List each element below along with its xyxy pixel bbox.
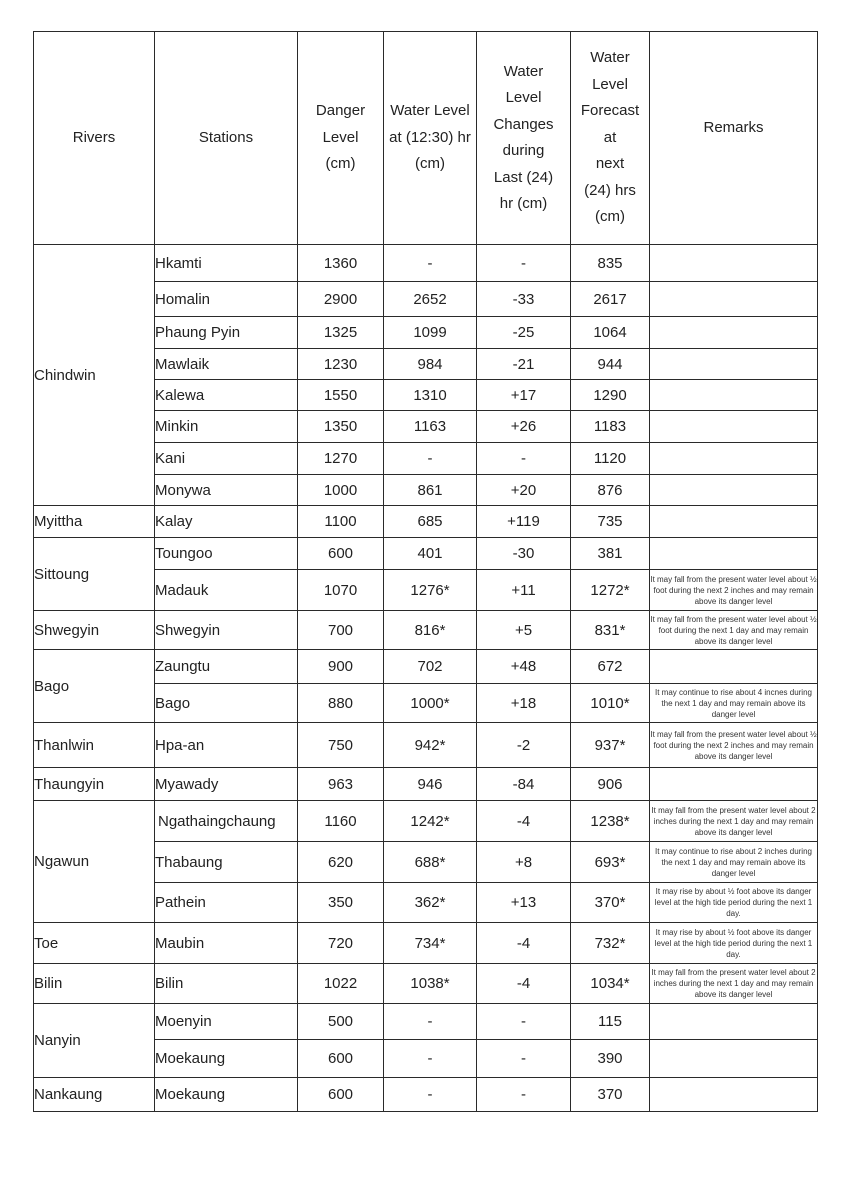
forecast-level: 944 [571, 349, 650, 380]
table-row [34, 768, 818, 801]
station-name: Ngathaingchaung [155, 801, 298, 842]
river-name: Toe [34, 923, 155, 964]
remark: It may fall from the present water level about 2 inches during the next 1 day and may remain above its danger level [650, 964, 818, 1004]
forecast-level: 693* [571, 842, 650, 883]
header-forecast: Water Level Forecast at next (24) hrs (cm) [571, 32, 650, 245]
forecast-level: 381 [571, 538, 650, 570]
level-change: -33 [477, 282, 571, 317]
water-level: 2652 [384, 282, 477, 317]
danger-level: 1360 [298, 245, 384, 282]
danger-level: 350 [298, 883, 384, 923]
header-water-level: Water Level at (12:30) hr (cm) [384, 32, 477, 245]
level-change: -2 [477, 723, 571, 768]
water-level: 1276* [384, 570, 477, 611]
header-row [34, 32, 818, 245]
level-change: +20 [477, 475, 571, 506]
level-change: -4 [477, 964, 571, 1004]
water-level: 702 [384, 650, 477, 684]
water-level: - [384, 443, 477, 475]
remark [650, 768, 818, 801]
water-level: - [384, 1078, 477, 1112]
remark [650, 282, 818, 317]
forecast-level: 672 [571, 650, 650, 684]
river-name: Nankaung [34, 1078, 155, 1112]
water-level: 685 [384, 506, 477, 538]
forecast-level: 370 [571, 1078, 650, 1112]
danger-level: 963 [298, 768, 384, 801]
table-row [34, 1004, 818, 1040]
danger-level: 620 [298, 842, 384, 883]
danger-level: 1160 [298, 801, 384, 842]
forecast-level: 831* [571, 611, 650, 650]
river-name: Thaungyin [34, 768, 155, 801]
danger-level: 1550 [298, 380, 384, 411]
remark [650, 380, 818, 411]
water-level: 1000* [384, 684, 477, 723]
remark [650, 443, 818, 475]
station-name: Monywa [155, 475, 298, 506]
forecast-level: 937* [571, 723, 650, 768]
level-change: -84 [477, 768, 571, 801]
danger-level: 600 [298, 1040, 384, 1078]
river-name: Chindwin [34, 245, 155, 506]
water-level: - [384, 1040, 477, 1078]
danger-level: 900 [298, 650, 384, 684]
station-name: Kani [155, 443, 298, 475]
forecast-level: 1238* [571, 801, 650, 842]
header-rivers: Rivers [34, 32, 155, 245]
water-level: 1099 [384, 317, 477, 349]
water-level: 861 [384, 475, 477, 506]
table-row [34, 245, 818, 282]
remark: It may fall from the present water level about ½ foot during the next 1 day and may remain above its danger level [650, 611, 818, 650]
remark: It may continue to rise about 2 inches during the next 1 day and may remain above its danger level [650, 842, 818, 883]
water-level: 1310 [384, 380, 477, 411]
forecast-level: 1272* [571, 570, 650, 611]
station-name: Madauk [155, 570, 298, 611]
danger-level: 600 [298, 538, 384, 570]
remark [650, 317, 818, 349]
forecast-level: 115 [571, 1004, 650, 1040]
forecast-level: 1064 [571, 317, 650, 349]
remark [650, 538, 818, 570]
danger-level: 500 [298, 1004, 384, 1040]
table-row [34, 923, 818, 964]
remark: It may rise by about ½ foot above its danger level at the high tide period during the next 1 day. [650, 923, 818, 964]
station-name: Mawlaik [155, 349, 298, 380]
forecast-level: 835 [571, 245, 650, 282]
level-change: +119 [477, 506, 571, 538]
station-name: Pathein [155, 883, 298, 923]
station-name: Kalewa [155, 380, 298, 411]
level-change: +5 [477, 611, 571, 650]
level-change: - [477, 1078, 571, 1112]
water-level: 688* [384, 842, 477, 883]
water-level: 942* [384, 723, 477, 768]
level-change: -21 [477, 349, 571, 380]
river-name: Myittha [34, 506, 155, 538]
water-level: 401 [384, 538, 477, 570]
river-name: Nanyin [34, 1004, 155, 1078]
table-body [34, 245, 818, 1112]
table-row [34, 650, 818, 684]
station-name: Moekaung [155, 1040, 298, 1078]
forecast-level: 1183 [571, 411, 650, 443]
level-change: -25 [477, 317, 571, 349]
station-name: Moenyin [155, 1004, 298, 1040]
danger-level: 1230 [298, 349, 384, 380]
station-name: Zaungtu [155, 650, 298, 684]
station-name: Bago [155, 684, 298, 723]
remark [650, 349, 818, 380]
level-change: +18 [477, 684, 571, 723]
danger-level: 1022 [298, 964, 384, 1004]
station-name: Phaung Pyin [155, 317, 298, 349]
water-level: 1242* [384, 801, 477, 842]
water-level: 1038* [384, 964, 477, 1004]
table-row [34, 964, 818, 1004]
forecast-level: 390 [571, 1040, 650, 1078]
danger-level: 750 [298, 723, 384, 768]
danger-level: 1270 [298, 443, 384, 475]
river-name: Sittoung [34, 538, 155, 611]
level-change: +13 [477, 883, 571, 923]
header-stations: Stations [155, 32, 298, 245]
river-name: Bilin [34, 964, 155, 1004]
station-name: Kalay [155, 506, 298, 538]
danger-level: 1100 [298, 506, 384, 538]
river-name: Bago [34, 650, 155, 723]
danger-level: 720 [298, 923, 384, 964]
table-row [34, 538, 818, 570]
level-change: -4 [477, 801, 571, 842]
danger-level: 2900 [298, 282, 384, 317]
station-name: Maubin [155, 923, 298, 964]
station-name: Thabaung [155, 842, 298, 883]
water-level: - [384, 245, 477, 282]
station-name: Homalin [155, 282, 298, 317]
danger-level: 1325 [298, 317, 384, 349]
water-level: 734* [384, 923, 477, 964]
station-name: Bilin [155, 964, 298, 1004]
station-name: Shwegyin [155, 611, 298, 650]
water-level: - [384, 1004, 477, 1040]
level-change: - [477, 1040, 571, 1078]
station-name: Myawady [155, 768, 298, 801]
remark: It may rise by about ½ foot above its danger level at the high tide period during the next 1 day. [650, 883, 818, 923]
station-name: Hkamti [155, 245, 298, 282]
table-row [34, 723, 818, 768]
remark [650, 1040, 818, 1078]
forecast-level: 732* [571, 923, 650, 964]
remark: It may continue to rise about 4 incnes during the next 1 day and may remain above its danger level [650, 684, 818, 723]
danger-level: 700 [298, 611, 384, 650]
water-level: 984 [384, 349, 477, 380]
remark [650, 475, 818, 506]
forecast-level: 735 [571, 506, 650, 538]
table-row [34, 611, 818, 650]
remark [650, 650, 818, 684]
danger-level: 1350 [298, 411, 384, 443]
remark [650, 411, 818, 443]
river-water-level-table [33, 31, 818, 1112]
level-change: +26 [477, 411, 571, 443]
table-row [34, 801, 818, 842]
level-change: -30 [477, 538, 571, 570]
water-level: 362* [384, 883, 477, 923]
remark [650, 1078, 818, 1112]
level-change: +11 [477, 570, 571, 611]
remark [650, 245, 818, 282]
station-name: Hpa-an [155, 723, 298, 768]
level-change: +17 [477, 380, 571, 411]
danger-level: 1000 [298, 475, 384, 506]
remark: It may fall from the present water level about ½ foot during the next 2 inches and may remain above its danger level [650, 570, 818, 611]
danger-level: 1070 [298, 570, 384, 611]
forecast-level: 2617 [571, 282, 650, 317]
forecast-level: 1290 [571, 380, 650, 411]
water-level: 1163 [384, 411, 477, 443]
river-name: Thanlwin [34, 723, 155, 768]
water-level: 946 [384, 768, 477, 801]
remark: It may fall from the present water level about ½ foot during the next 2 inches and may remain above its danger level [650, 723, 818, 768]
station-name: Minkin [155, 411, 298, 443]
forecast-level: 1034* [571, 964, 650, 1004]
level-change: +48 [477, 650, 571, 684]
water-level: 816* [384, 611, 477, 650]
level-change: - [477, 245, 571, 282]
river-name: Shwegyin [34, 611, 155, 650]
header-changes: Water Level Changes during Last (24) hr (cm) [477, 32, 571, 245]
forecast-level: 370* [571, 883, 650, 923]
level-change: - [477, 443, 571, 475]
danger-level: 600 [298, 1078, 384, 1112]
remark [650, 1004, 818, 1040]
forecast-level: 1010* [571, 684, 650, 723]
station-name: Moekaung [155, 1078, 298, 1112]
table-row [34, 506, 818, 538]
danger-level: 880 [298, 684, 384, 723]
station-name: Toungoo [155, 538, 298, 570]
level-change: - [477, 1004, 571, 1040]
remark [650, 506, 818, 538]
header-danger-level: Danger Level (cm) [298, 32, 384, 245]
river-name: Ngawun [34, 801, 155, 923]
forecast-level: 876 [571, 475, 650, 506]
table-row [34, 1078, 818, 1112]
forecast-level: 906 [571, 768, 650, 801]
level-change: +8 [477, 842, 571, 883]
remark: It may fall from the present water level about 2 inches during the next 1 day and may remain above its danger level [650, 801, 818, 842]
header-remarks: Remarks [650, 32, 818, 245]
level-change: -4 [477, 923, 571, 964]
forecast-level: 1120 [571, 443, 650, 475]
